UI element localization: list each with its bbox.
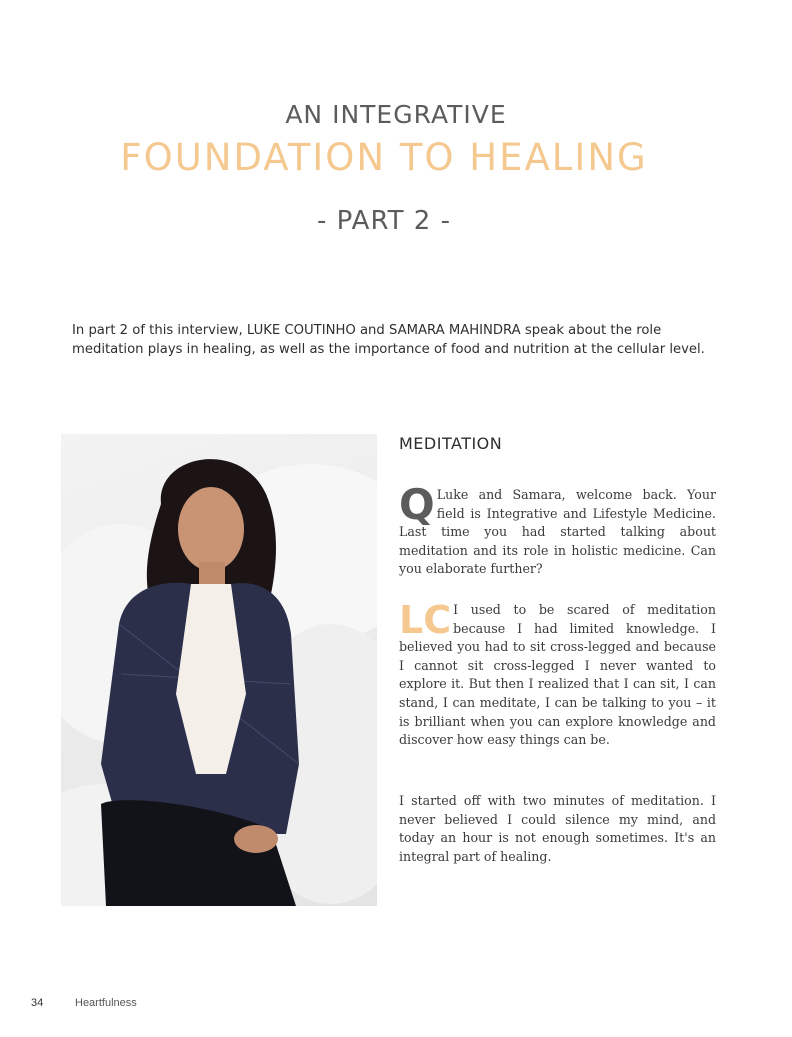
drop-cap-q: Q (399, 480, 435, 529)
intro-paragraph: In part 2 of this interview, LUKE COUTINHO and SAMARA MAHINDRA speak about the role meditation plays in healing, as well as the importance of food and nutrition at the cellular level. (72, 323, 705, 357)
section-heading: MEDITATION (399, 434, 503, 453)
question-paragraph (399, 480, 716, 579)
title-line-3: - PART 2 - (317, 206, 451, 236)
magazine-name: Heartfulness (75, 997, 137, 1009)
body-paragraph: I started off with two minutes of meditation. I never believed I could silence my mind, and today an hour is not enough sometimes. It's an integral part of healing. (399, 793, 716, 864)
drop-cap-lc: LC (399, 598, 452, 642)
portrait-photo (61, 434, 377, 906)
title-line-1: AN INTEGRATIVE (285, 100, 507, 129)
portrait-illustration (61, 434, 377, 906)
title-line-2: FOUNDATION TO HEALING (120, 136, 648, 179)
answer-text: I used to be scared of meditation because I had limited knowledge. I believed you had to sit cross-legged and because I cannot sit cross-legged I never wanted to explore it. But then I realized that I can sit, I can stand, I can meditate, I can be talking to you – it is brilliant when you can explore knowledge and discover how easy things can be. (399, 602, 716, 748)
answer-paragraph (399, 598, 716, 750)
question-text: Luke and Samara, welcome back. Your field is Integrative and Lifestyle Medicine. Last time you had started talking about meditation and its role in holistic medicine. Can you elaborate further? (399, 487, 716, 577)
page-number: 34 (31, 997, 44, 1009)
